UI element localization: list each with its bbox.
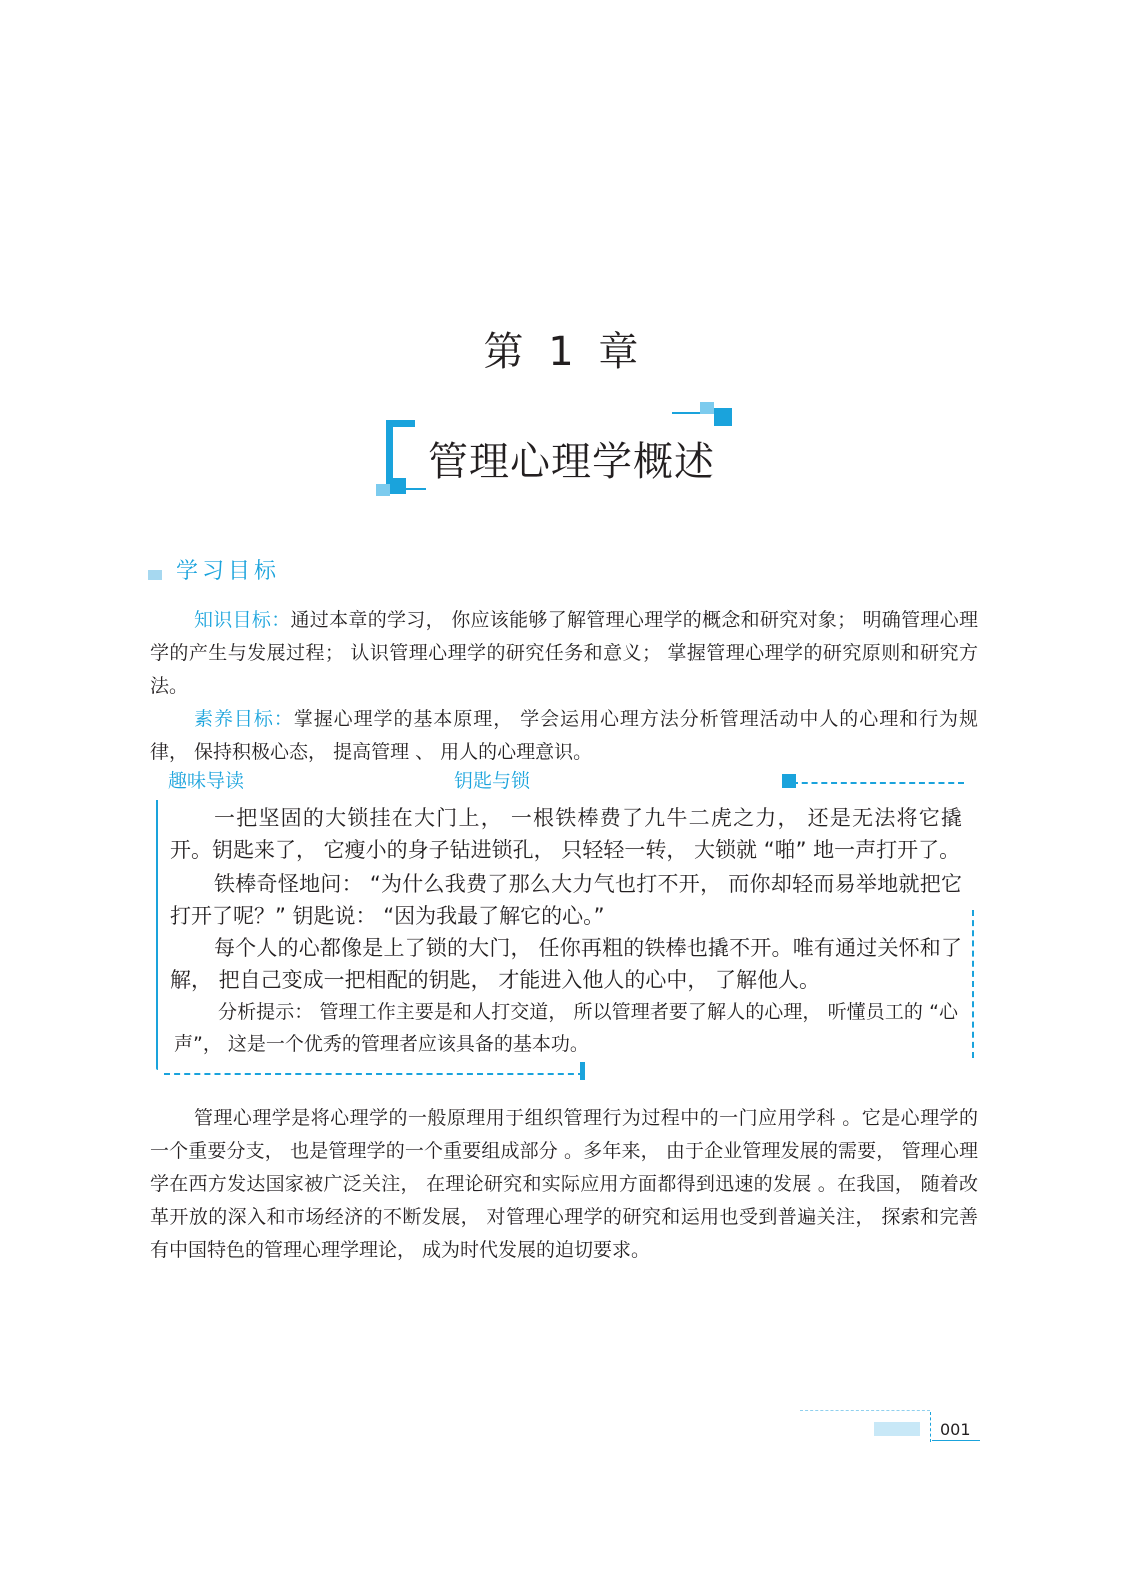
decorative-square	[390, 478, 406, 494]
chapter-title-block	[372, 402, 762, 502]
story-paragraph-1: 一把坚固的大锁挂在大门上， 一根铁棒费了九牛二虎之力， 还是无法将它撬开。钥匙来了， 它瘦小的身子钻进锁孔， 只轻轻一转， 大锁就 “啪” 地一声打开了。	[170, 806, 962, 862]
page-footer	[790, 1408, 980, 1444]
footer-dash	[800, 1410, 930, 1411]
decorative-line	[672, 412, 700, 414]
decorative-square	[376, 484, 390, 496]
body-paragraph: 管理心理学是将心理学的一般原理用于组织管理行为过程中的一门应用学科 。它是心理学的一个重要分支， 也是管理学的一个重要组成部分 。多年来， 由于企业管理发展的需要， 管理心理学在西方发达国家被广泛关注， 在理论研究和实际应用方面都得到迅速的发展 。在我国， 随着改革开放的深入和市场经济的不断发展， 对管理心理学的研究和运用也受到普遍关注， 探索和完善有中国特色的管理心理学理论， 成为时代发展的迫切要求。	[150, 1107, 978, 1261]
knowledge-objective-text: 通过本章的学习， 你应该能够了解管理心理学的概念和研究对象； 明确管理心理学的产生与发展过程； 认识管理心理学的研究任务和意义； 掌握管理心理学的研究原则和研究方法。	[150, 609, 978, 697]
page-number: 001	[940, 1420, 971, 1439]
literacy-objective-text: 掌握心理学的基本原理， 学会运用心理方法分析管理活动中人的心理和行为规律， 保持积极心态， 提高管理 、 用人的心理意识。	[150, 708, 978, 763]
footer-vertical-dash	[930, 1412, 931, 1442]
section-marker	[148, 570, 162, 580]
footer-underline	[932, 1440, 980, 1441]
title-bracket	[386, 420, 415, 487]
decorative-line	[406, 488, 426, 490]
box-bottom-dash	[164, 1073, 584, 1075]
story-box	[156, 780, 976, 1080]
knowledge-objective-label: 知识目标：	[194, 609, 291, 631]
box-corner-square	[782, 774, 796, 788]
chapter-title: 管理心理学概述	[428, 439, 715, 485]
section-title: 学习目标	[176, 558, 281, 584]
decorative-square	[700, 402, 714, 414]
story-paragraph-3: 每个人的心都像是上了锁的大门， 任你再粗的铁棒也撬不开。唯有通过关怀和了解， 把自己变成一把相配的钥匙， 才能进入他人的心中， 了解他人。	[170, 936, 962, 992]
chapter-number: 第 1 章	[483, 329, 645, 375]
box-left-dash	[156, 800, 158, 1070]
box-right-dash	[972, 910, 974, 1058]
analysis-hint: 分析提示： 管理工作主要是和人打交道， 所以管理者要了解人的心理， 听懂员工的 “心声”， 这是一个优秀的管理者应该具备的基本功。	[174, 1001, 958, 1055]
story-label: 趣味导读	[168, 770, 245, 792]
footer-block	[874, 1422, 920, 1436]
knowledge-objective	[150, 604, 978, 703]
literacy-objective	[150, 703, 978, 769]
box-top-dash	[792, 782, 964, 784]
story-title: 钥匙与锁	[454, 770, 531, 792]
box-bottom-tick	[580, 1062, 585, 1080]
section-heading	[148, 552, 280, 586]
decorative-square	[714, 408, 732, 426]
literacy-objective-label: 素养目标：	[194, 708, 294, 730]
story-paragraph-2: 铁棒奇怪地问： “为什么我费了那么大力气也打不开， 而你却轻而易举地就把它打开了呢？” 钥匙说： “因为我最了解它的心。”	[170, 872, 962, 928]
